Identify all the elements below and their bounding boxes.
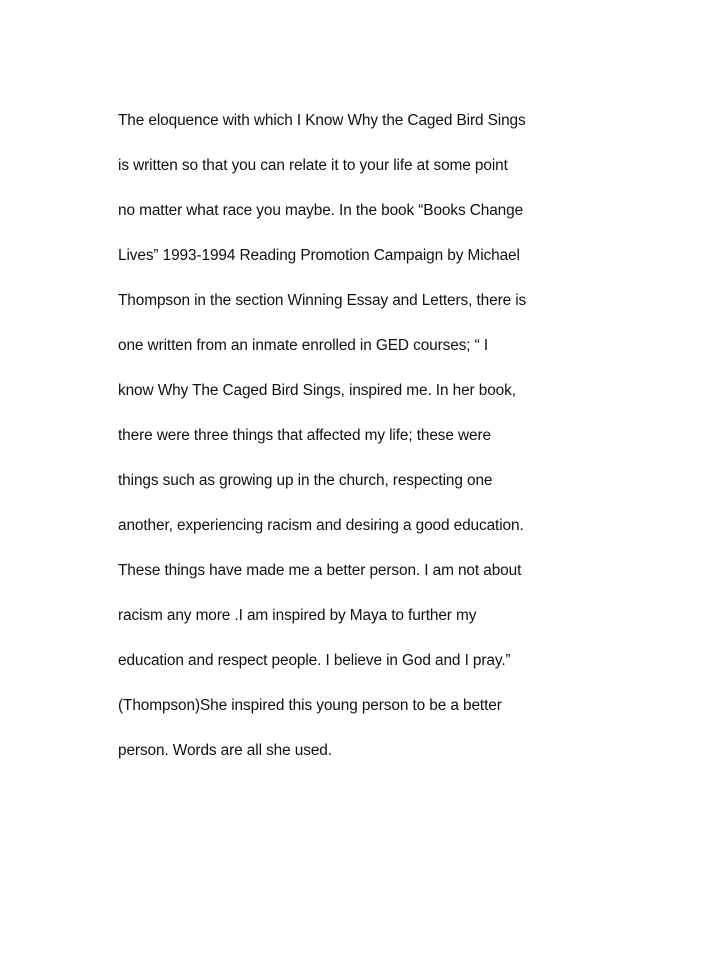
text-line: know Why The Caged Bird Sings, inspired me. In her book,: [118, 382, 516, 399]
text-line: one written from an inmate enrolled in GED courses; “ I: [118, 337, 489, 354]
text-line: another, experiencing racism and desiring a good education.: [118, 517, 524, 534]
text-line: The eloquence with which I Know Why the Caged Bird Sings: [118, 112, 526, 129]
text-line: Lives” 1993-1994 Reading Promotion Campaign by Michael: [118, 247, 520, 264]
text-line: things such as growing up in the church, respecting one: [118, 472, 493, 489]
text-line: person. Words are all she used.: [118, 742, 332, 759]
text-line: These things have made me a better person. I am not about: [118, 562, 522, 579]
text-line: is written so that you can relate it to your life at some point: [118, 157, 508, 174]
text-line: there were three things that affected my life; these were: [118, 427, 492, 444]
text-line: Thompson in the section Winning Essay and Letters, there is: [118, 292, 527, 309]
text-line: (Thompson)She inspired this young person to be a better: [118, 697, 502, 714]
text-line: racism any more .I am inspired by Maya to further my: [118, 607, 477, 624]
text-line: no matter what race you maybe. In the book “Books Change: [118, 202, 524, 219]
essay-paragraph: [118, 106, 578, 781]
text-line: education and respect people. I believe in God and I pray.”: [118, 652, 511, 669]
